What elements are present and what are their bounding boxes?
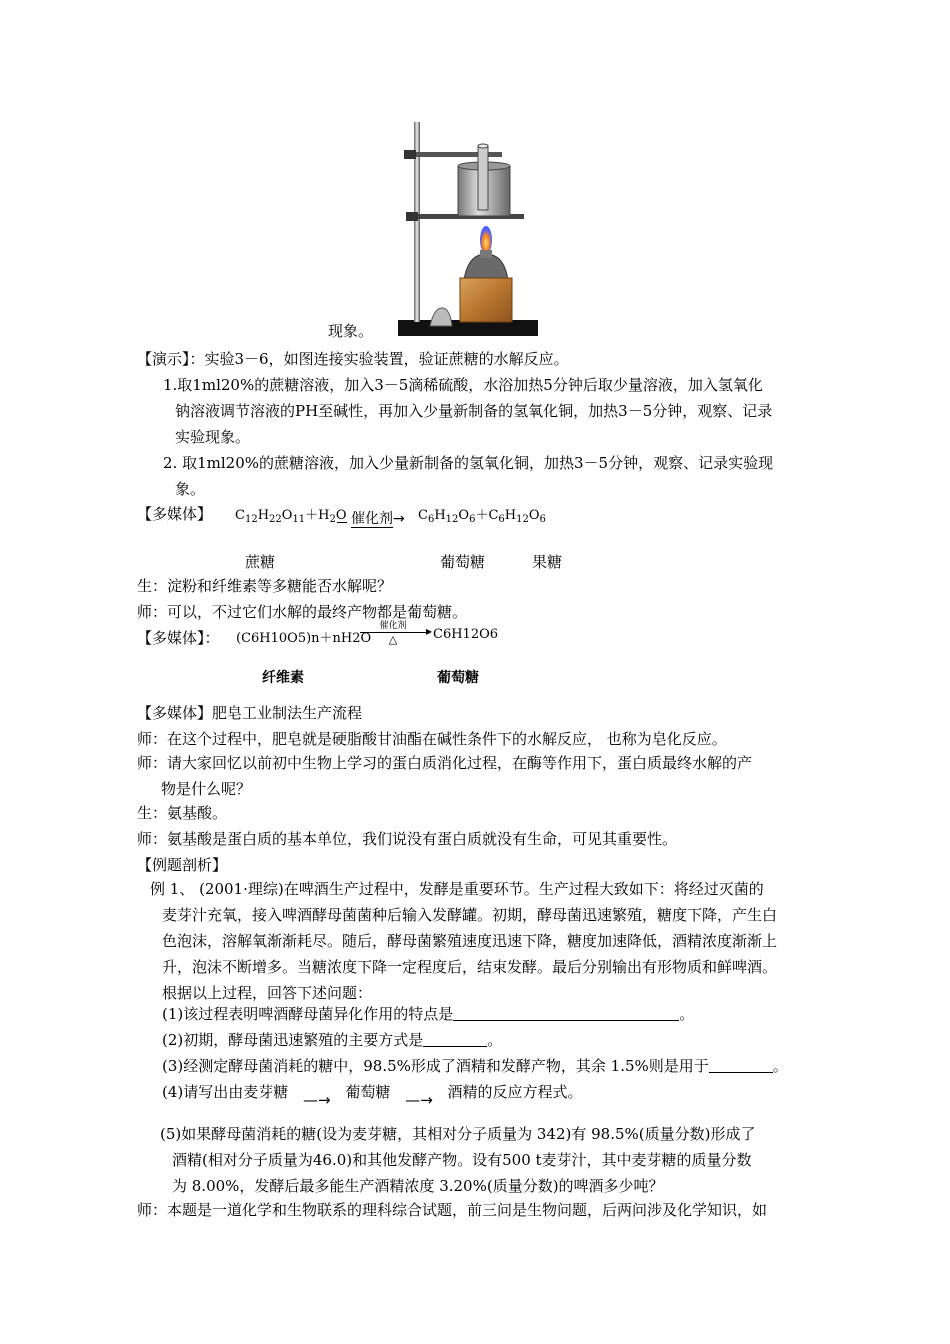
- sucrose-hydrolysis-equation: [235, 504, 347, 525]
- media2-label: 【多媒体】：: [137, 629, 220, 647]
- sucrose-formula: $C_{12}H_{22}O_{11}+H_2O$: [235, 508, 347, 525]
- teacher-amino: 师：氨基酸是蛋白质的基本单位，我们说没有蛋白质就没有生命，可见其重要性。: [137, 830, 678, 848]
- question-5-line: 酒精(相对分子质量为46.0)和其他发酵产物。设有500 t麦芽汁，其中麦芽糖的质量分数: [172, 1151, 752, 1169]
- question-3-text: (3)经测定酵母菌消耗的糖中，98.5%形成了酒精和发酵产物，其余 1.5%则是用于: [162, 1057, 709, 1075]
- products-formula: $C_6H_{12}O_6+C_6H_{12}O_6$: [418, 508, 546, 525]
- answer-blank-1[interactable]: [453, 1006, 679, 1021]
- demo-step-1-line: 1.取1ml20%的蔗糖溶液，加入3－5滴稀硫酸，水浴加热5分钟后取少量溶液，加入氢氧化: [163, 376, 763, 394]
- lab-apparatus-image: [398, 122, 538, 336]
- name-fructose: 果糖: [532, 553, 563, 571]
- question-4: [162, 1081, 583, 1109]
- demo-step-2-line: 2. 取1ml20%的蔗糖溶液，加入少量新制备的氢氧化铜，加热3－5分钟，观察、记录实验现: [163, 454, 774, 472]
- media3-label: 【多媒体】: [137, 704, 213, 722]
- example-label: 【例题剖析】: [137, 856, 228, 874]
- example-intro-line: 色泡沫，溶解氧渐渐耗尽。随后，酵母菌繁殖速度迅速下降，糖度加速降低，酒精浓度渐渐上: [162, 932, 778, 950]
- example-intro-line: 升，泡沫不断增多。当糖浓度下降一定程度后，结束发酵。最后分别输出有形物质和鲜啤酒。: [162, 958, 778, 976]
- cellulose-arrow: 催化剂 ▸ △: [360, 620, 426, 660]
- question-1: [162, 1003, 694, 1024]
- demo-step-1-line: 钠溶液调节溶液的PH至碱性，再加入少量新制备的氢氧化铜，加热3－5分钟，观察、记录: [175, 402, 773, 420]
- demo-text: ：实验3－6，如图连接实验装置，验证蔗糖的水解反应。: [189, 350, 569, 368]
- question-2: [162, 1029, 502, 1050]
- question-1-text: (1)该过程表明啤酒酵母菌异化作用的特点是: [162, 1005, 454, 1023]
- demo-step-2: [163, 450, 773, 502]
- teacher-protein: [137, 750, 752, 802]
- student-answer: 生：氨基酸。: [137, 804, 228, 822]
- student-question: 生：淀粉和纤维素等多糖能否水解呢？: [137, 577, 393, 595]
- answer-blank-3[interactable]: [709, 1058, 773, 1073]
- question-5: [160, 1121, 755, 1199]
- catalyst-arrow: 催化剂→: [337, 508, 405, 528]
- question-5-line: 为 8.00%，发酵后最多能生产酒精浓度 3.20%(质量分数)的啤酒多少吨？: [172, 1177, 664, 1195]
- name-sucrose: 蔗糖: [245, 553, 276, 571]
- teacher-analysis: 师：本题是一道化学和生物联系的理科综合试题，前三问是生物问题，后两问涉及化学知识，如: [137, 1201, 768, 1219]
- teacher-answer: 师：可以，不过它们水解的最终产物都是葡萄糖。: [137, 603, 468, 621]
- question-3: [162, 1055, 788, 1076]
- question-4-end: 酒精的反应方程式。: [447, 1083, 583, 1101]
- question-2-text: (2)初期，酵母菌迅速繁殖的主要方式是: [162, 1031, 424, 1049]
- teacher-protein-line: 师：请大家回忆以前初中生物上学习的蛋白质消化过程，在酶等作用下，蛋白质最终水解的产: [137, 754, 753, 772]
- question-3-end: 。: [772, 1057, 788, 1075]
- apparatus-caption: 现象。: [328, 322, 374, 340]
- example-intro-line: 麦芽汁充氧，接入啤酒酵母菌菌种后输入发酵罐。初期，酵母菌迅速繁殖，糖度下降，产生白: [162, 906, 778, 924]
- reaction-arrow-1: —→: [303, 1091, 331, 1109]
- demo-step-1: [163, 372, 772, 450]
- cellulose-product: C6H12O6: [433, 627, 499, 642]
- cellulose-reactant: (C6H10O5)n＋nH2O: [236, 631, 372, 646]
- question-2-end: 。: [487, 1031, 503, 1049]
- cellulose-equation: [236, 627, 371, 646]
- example-intro-line: 根据以上过程，回答下述问题：: [162, 984, 373, 1002]
- teacher-protein-line: 物是什么呢？: [161, 780, 252, 798]
- cellulose-catalyst: 催化剂: [379, 621, 407, 631]
- demo-block: [137, 346, 569, 372]
- media3-text: 肥皂工业制法生产流程: [212, 704, 363, 722]
- demo-step-1-line: 实验现象。: [175, 428, 251, 446]
- reaction-arrow-2: —→: [405, 1091, 433, 1109]
- answer-blank-2[interactable]: [423, 1032, 487, 1047]
- example-intro-line: 例 1、 (2001·理综)在啤酒生产过程中，发酵是重要环节。生产过程大致如下：将经过灭菌的: [150, 880, 764, 898]
- demo-step-2-line: 象。: [175, 480, 206, 498]
- teacher-soap: 师：在这个过程中，肥皂就是硬脂酸甘油酯在碱性条件下的水解反应， 也称为皂化反应。: [137, 730, 727, 748]
- question-4-text: (4)请写出由麦芽糖: [162, 1083, 289, 1101]
- name-cellulose: 纤维素: [262, 670, 304, 686]
- catalyst-label: 催化剂: [351, 511, 393, 527]
- heat-symbol: △: [388, 633, 398, 646]
- question-5-line: (5)如果酵母菌消耗的糖(设为麦芽糖，其相对分子质量为 342)有 98.5%(质量分数)形成了: [160, 1125, 756, 1143]
- media3-line: [137, 702, 362, 723]
- demo-label: 【演示】: [137, 350, 190, 368]
- name-glucose-2: 葡萄糖: [437, 670, 479, 686]
- name-glucose: 葡萄糖: [440, 553, 486, 571]
- media1-label: 【多媒体】: [137, 505, 213, 523]
- example-intro: [150, 876, 777, 1006]
- question-1-end: 。: [679, 1005, 695, 1023]
- question-4-glucose: 葡萄糖: [345, 1083, 391, 1101]
